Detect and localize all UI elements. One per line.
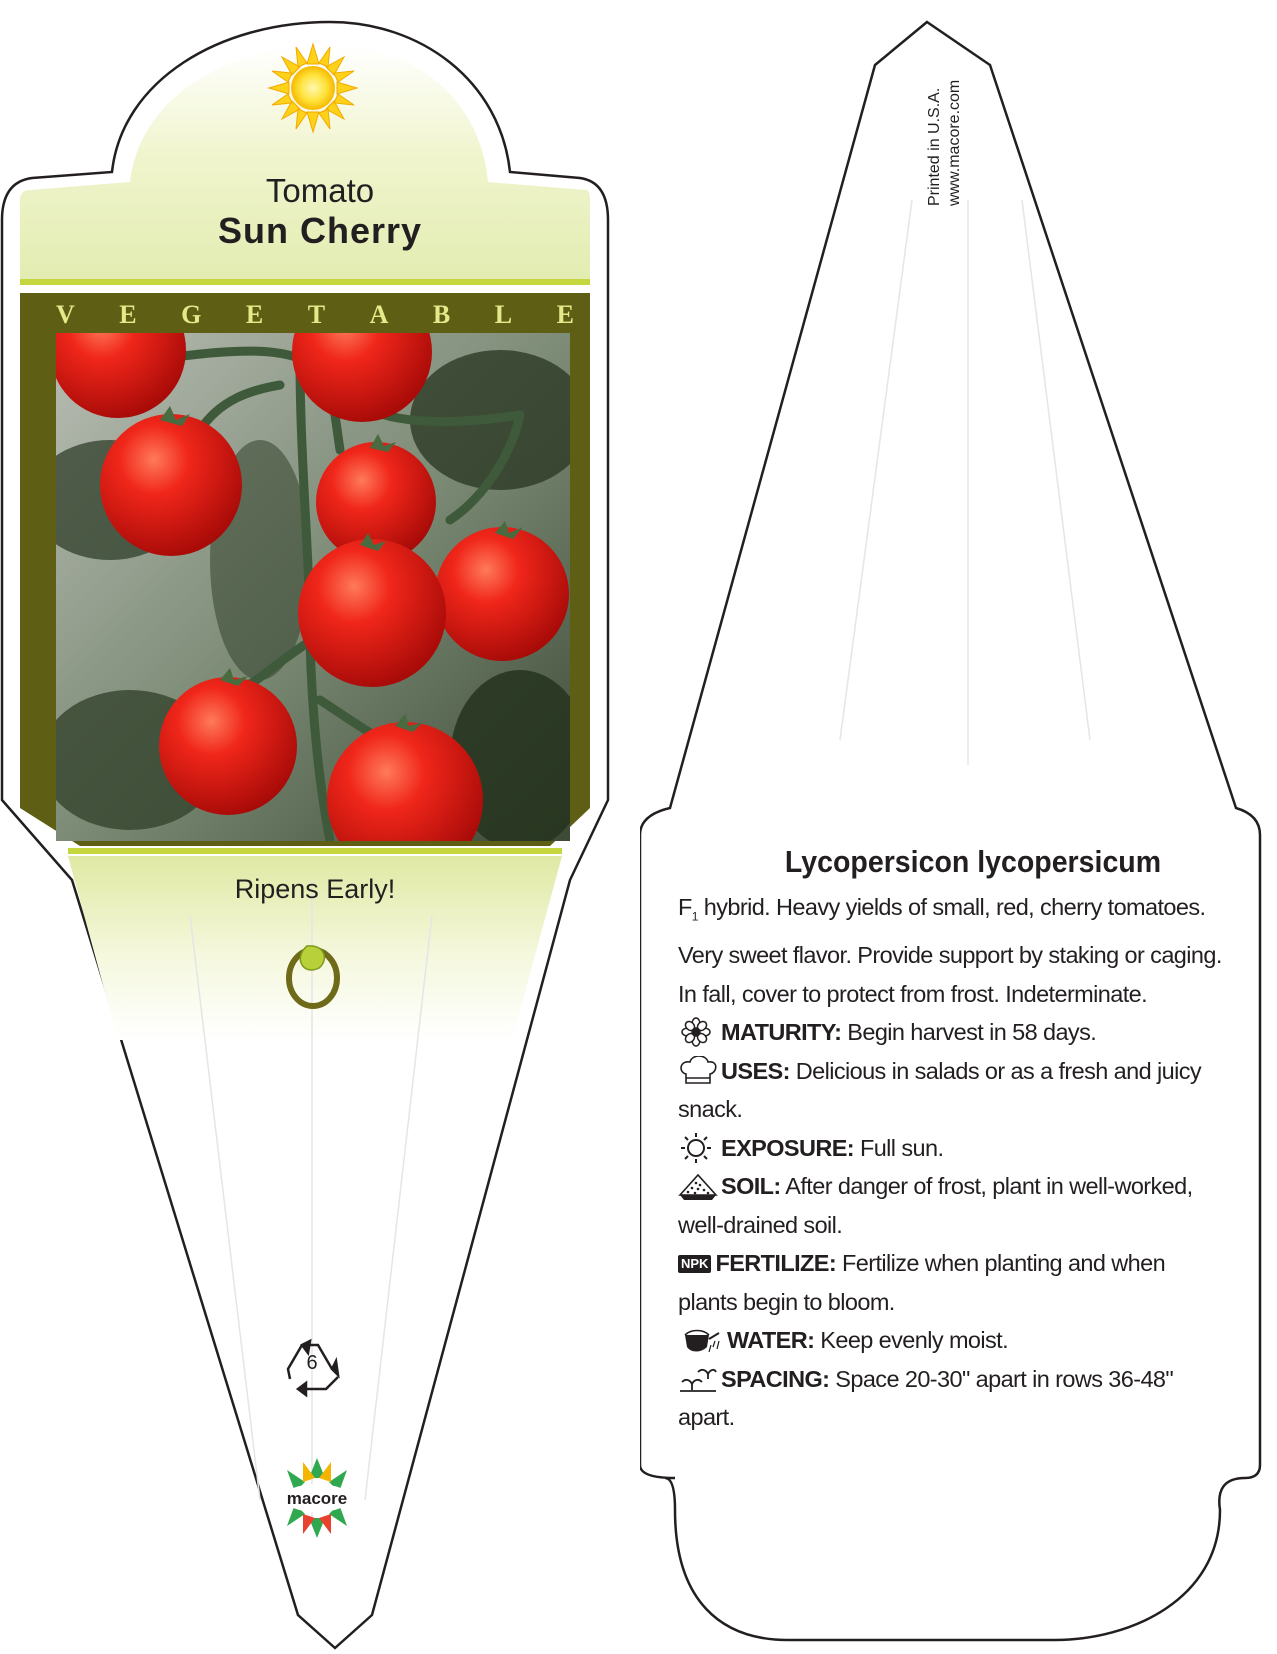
botanical-name: Lycopersicon lycopersicum (784, 844, 1162, 879)
category-letter: E (556, 300, 574, 329)
care-maturity: MATURITY: Begin harvest in 58 days. (678, 1013, 1268, 1052)
category-letter: A (369, 300, 389, 329)
description-line: $F_1$ hybrid. Heavy yields of small, red, cherry tomatoes. (678, 894, 1206, 924)
category-letter: V (56, 300, 75, 329)
chef-hat-icon (678, 1056, 718, 1086)
category-letter: E (119, 300, 137, 329)
seedling-spacing-icon (678, 1364, 718, 1394)
tomato-photo (30, 282, 590, 878)
recycle-number: 6 (306, 1352, 318, 1374)
common-name: Tomato (265, 172, 375, 209)
sun-icon (269, 44, 357, 132)
care-fertilize: NPK FERTILIZE: Fertilize when planting and when plants begin to bloom. (678, 1250, 1166, 1315)
npk-icon: NPK (678, 1255, 711, 1273)
soil-icon (678, 1171, 718, 1201)
care-water: WATER: Keep evenly moist. (678, 1321, 1268, 1360)
care-spacing: SPACING: Space 20-30" apart in rows 36-48" apart. (678, 1365, 1174, 1431)
care-soil: SOIL: After danger of frost, plant in well-worked, well-drained soil. (678, 1173, 1193, 1238)
category-band (56, 300, 574, 330)
variety-name: Sun Cherry (217, 210, 423, 251)
back-info-panel (678, 844, 1268, 1437)
website-label: www.macore.com (946, 79, 963, 206)
watering-can-icon (678, 1325, 724, 1355)
description-line: In fall, cover to protect from frost. Indeterminate. (678, 980, 1148, 1007)
description-line: Very sweet flavor. Provide support by staking or caging. (678, 942, 1222, 969)
brand-name: macore (286, 1489, 348, 1508)
category-letter: T (307, 300, 326, 329)
description (678, 888, 1268, 1437)
category-letter: L (494, 300, 513, 329)
category-letter: E (245, 300, 264, 329)
sun-icon (678, 1133, 718, 1163)
care-exposure: EXPOSURE: Full sun. (678, 1129, 1268, 1168)
care-uses: USES: Delicious in salads or as a fresh and juicy snack. (678, 1057, 1202, 1123)
printed-in-label: Printed in U.S.A. (926, 87, 943, 206)
category-letter: G (181, 300, 202, 329)
category-letter: B (432, 300, 451, 329)
flower-icon (678, 1017, 718, 1047)
tagline: Ripens Early! (234, 874, 396, 904)
